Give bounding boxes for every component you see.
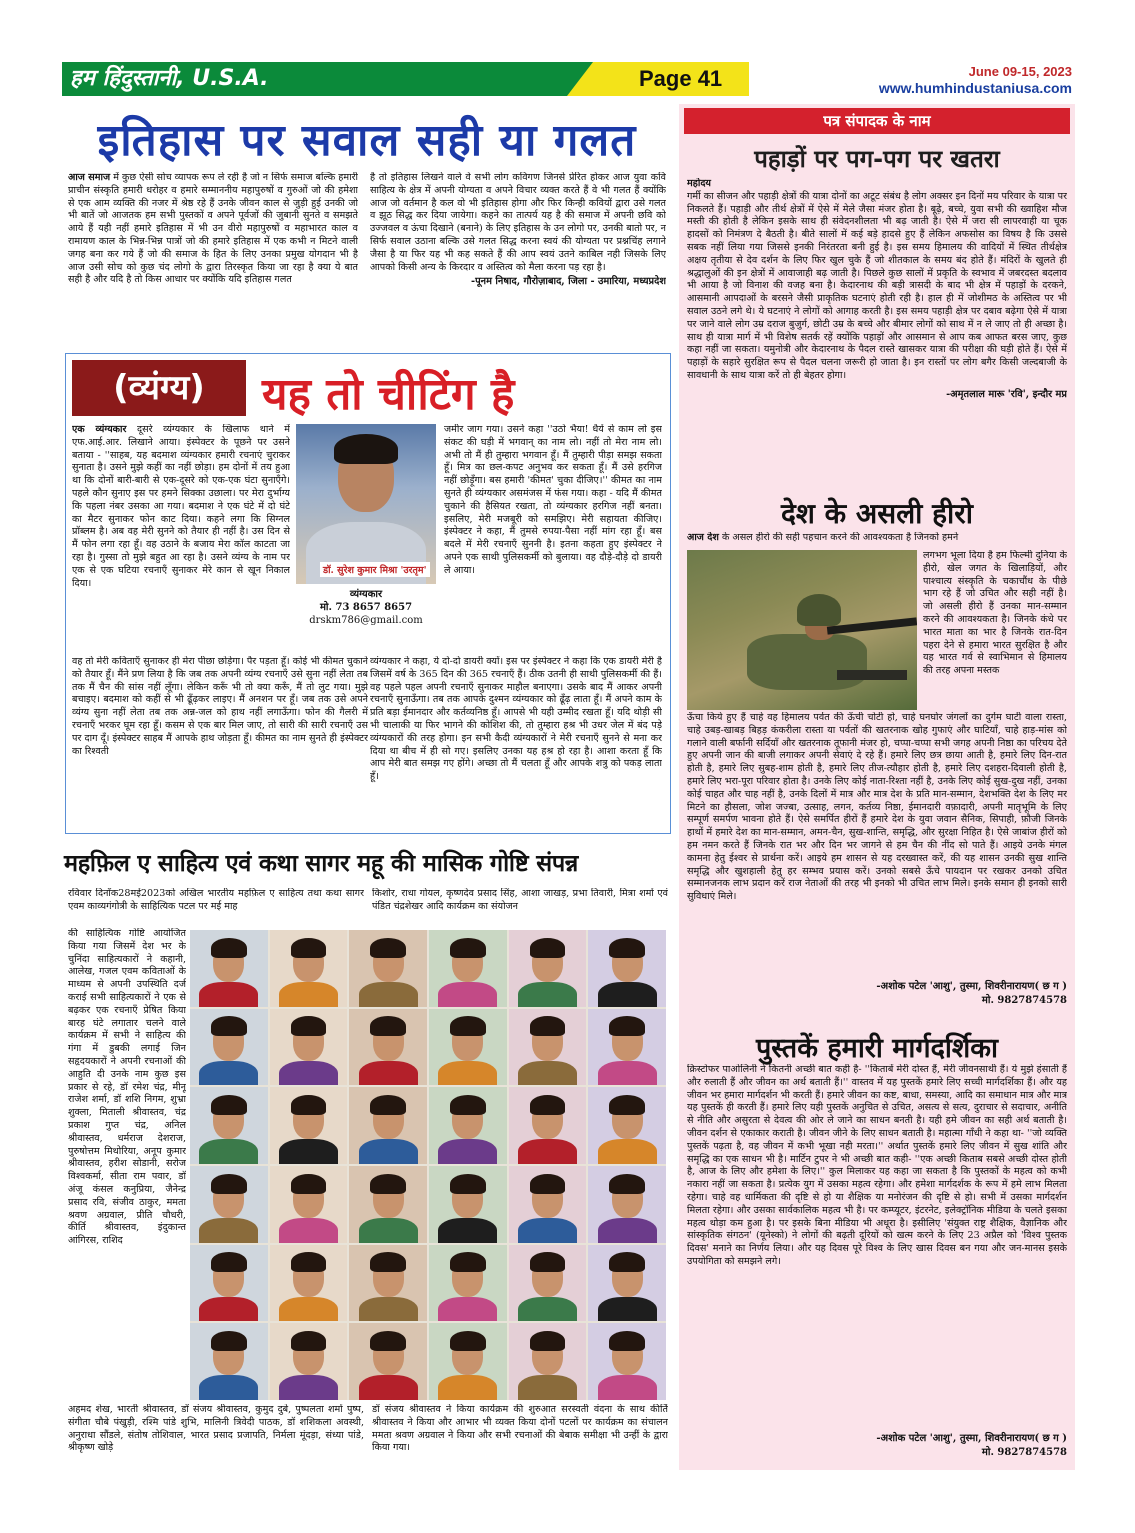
vyang-col1: [72, 424, 290, 654]
pustak-title: पुस्तकें हमारी मार्गदर्शिका: [755, 1033, 999, 1064]
participant-photo: [190, 930, 268, 1007]
author-email[interactable]: drskm786@gmail.com: [309, 615, 423, 626]
sahitya-title: महफ़िल ए साहित्य एवं कथा सागर महू की मासिक गोष्टि संपन्न: [64, 849, 578, 877]
author-phone: मो. 73 8657 8657: [319, 602, 413, 613]
vyang-title: यह तो चीटिंग है: [262, 369, 515, 420]
pahad-byline: -अमृतलाल मारू 'रवि', इन्दौर मप्र: [946, 388, 1067, 400]
article-itihas-title: इतिहास पर सवाल सही या गलत: [97, 115, 637, 166]
sahitya-top1: रविवार दिनाँक28मई2023को अखिल भारतीय महफ़िल ए साहित्य तथा कथा सागर एवम काव्यगंगोत्री के साहित्यिक पटल पर मई माह: [68, 888, 364, 912]
participant-photo: [349, 1166, 427, 1243]
participant-photo: [509, 1245, 587, 1322]
letters-band: पत्र संपादक के नाम: [684, 108, 1070, 134]
pustak-byline: -अशोक पटेल 'आशु', तुस्मा, शिवरीनारायण( छ ग ): [876, 1433, 1067, 1444]
participant-photo: [190, 1087, 268, 1164]
vyang-bottom-right: व्यंग्यकार ने कहा, ये दो-दो डायरी क्यों। इस पर इंस्पेक्टर ने कहा कि एक डायरी मेरी है जिसमें वर्ष के 365 दिन की 365 रचनाएँ हैं। ठीक उतनी ही साथी पुलिसकर्मी की हैं। वह पहले पहल अपनी रचनाएँ सुनाकर माहौल बनाएगा। उसके बाद मैं आकर अपनी रचनाएँ सुनाऊँगा। तब तक आपके दुश्मन व्यंग्यकार को ढूँढ़ लाता हूँ। मैं अपने काम के प्रति बड़ा ईमानदार और कर्तव्यनिष्ठ हूँ। आपसे भी यही उम्मीद रखता हूँ। यदि थोड़ी सी भी चालाकी या फिर भागने की कोशिश की, तो तुम्हारा हश्र भी उधर जेल में बंद पड़े व्यंग्यकारों की तरह होगा। इन सभी कैदी व्यंग्यकारों ने मेरी रचनाएँ सुनने से मना कर दिया था बीच में ही सो गए। इसलिए उनका यह हश्र हो रहा है। आशा करता हूँ कि आप मेरी बात समझ गए होंगे। अच्छा तो मैं चलता हूँ और आपके शत्रु को पकड़ लाता हूँ।: [370, 656, 662, 783]
pahad-text: गर्मी का सीजन और पहाड़ी क्षेत्रों की यात्रा दोनों का अटूट संबंध है लोग अक्सर इन दिनों मय परिवार के यात्रा पर निकलते हैं। पहाड़ी और तीर्थ क्षेत्रों में ऐसे में मेले जैसा मंजर होता है। बूढ़े, बच्चे, युवा सभी की ख्वाहिश मौज मस्ती की होती है लेकिन इसके साथ ही संवेदनशीलता भी बढ़ जाती है। ऐसे में जरा सी लापरवाही या चूक हादसों को निमंत्रण दे बैठती है। बीते सालों में कई बड़े हादसे हुए हैं लेकिन अफसोस का विषय है कि उससे सबक नहीं लिया गया जिससे इनकी निरंतरता बनी हुई है। इस समय हिमालय की वादियों में स्थित तीर्थक्षेत्र अक्षय तृतीया से देव दर्शन के लिए फिर खुल चुके हैं जो शीतकाल के समय बंद होते हैं। मंदिरों के खुलते ही श्रद्धालुओं की इन क्षेत्रों में आवाजाही बढ़ जाती है। पिछले कुछ सालों में प्रकृति के स्वभाव में जबरदस्त बदलाव भी आया है जो विनाश की वजह बना है। केदारनाथ की बड़ी त्रासदी के बाद भी क्षेत्र में पहाड़ों के दरकने, आसमानी आपदाओं के बरसने जैसी प्राकृतिक घटनाएं होती रही है। हाल ही में जोशीमठ के अस्तित्व पर भी सवाल उठने लगे थे। ये घटनाएं ने लोगों को आगाह करती है। इस समय पहाड़ी क्षेत्र पर दबाव बढ़ेगा ऐसे में यात्रा पर जाने वाले लोग उम्र दराज बुजुर्ग, छोटी उम्र के बच्चे और बीमार लोगों को साथ में न ले जाए तो ही अच्छा है। साथ ही यात्रा मार्ग में भी विशेष सतर्क रहें क्योंकि पहाड़ों और आसमान से आप कब आफत बरस जाए, कुछ कहा नहीं जा सकता। यमुनोत्री और केदारनाथ के पैदल रास्ते खासकर यात्रा की परीक्षा की घड़ी होते हैं। ऐसे में पहाड़ों के सहारे सुरक्षित रूप से पैदल चलना जरूरी हो जाता है। इन रास्तों पर लोग बगैर किसी जल्दबाजी के सावधानी के साथ यात्रा करें तो ही बेहतर होगा।: [687, 190, 1067, 381]
paper-name: हम हिंदुस्तानी, U.S.A.: [62, 62, 567, 96]
participant-photo: [509, 1087, 587, 1164]
desh-phone: मो. 9827874578: [981, 995, 1067, 1006]
participant-photo: [429, 930, 507, 1007]
sahitya-top2: किशोर, राधा गोयल, कृष्णदेव प्रसाद सिंह, आशा जाखड़, प्रभा तिवारी, मित्रा शर्मा एवं पंडित चंद्रशेखर आदि कार्यक्रम का संयोजन: [372, 888, 668, 912]
participant-photo: [509, 1009, 587, 1086]
participant-photo: [429, 1166, 507, 1243]
participant-photo: [270, 930, 348, 1007]
participant-photo: [190, 1245, 268, 1322]
issue-date: June 09-15, 2023: [968, 64, 1072, 79]
participant-photo: [509, 1323, 587, 1400]
desh-intro: [687, 532, 1067, 548]
participant-photo: [588, 1245, 666, 1322]
author-card: [296, 424, 436, 652]
participant-photo: [270, 1323, 348, 1400]
masthead: [62, 62, 1072, 98]
participants-photo-collage: [190, 930, 666, 1400]
participant-photo: [270, 1009, 348, 1086]
page-number: Page 41: [567, 62, 749, 96]
desh-side-text: लगभग भूला दिया है हम फिल्मी दुनिया के हीरो, खेल जगत के खिलाड़ियों, और पाश्चात्य संस्कृति के चकाचौंध के पीछे भाग रहे हैं जो उचित और सही नहीं है। जो असली हीरो हैं उनका मान-सम्मान करने की आवश्यकता है। जिनके कंधे पर भारत माता का भार है जिनके रात-दिन पहरा देने से हमारा भारत सुरक्षित है और यह भारत गर्व से स्वाभिमान से हिमालय की तरह अपना मस्तक: [923, 550, 1067, 677]
participant-photo: [588, 930, 666, 1007]
participant-photo: [588, 1323, 666, 1400]
participant-photo: [190, 1166, 268, 1243]
participant-photo: [349, 1245, 427, 1322]
pahad-title: पहाड़ों पर पग-पग पर खतरा: [754, 145, 1000, 173]
participant-photo: [588, 1009, 666, 1086]
desh-title: देश के असली हीरो: [780, 497, 974, 530]
author-meta: [296, 588, 436, 627]
participant-photo: [349, 1009, 427, 1086]
participant-photo: [270, 1245, 348, 1322]
participant-photo: [588, 1087, 666, 1164]
vyang-lead: एक व्यंग्यकार: [72, 424, 127, 435]
article-itihas-lead: आज समाज: [68, 172, 111, 183]
vyang-article-box: [65, 353, 671, 834]
article-itihas-byline: -पूनम निषाद, गौरोज़ाबाद, जिला - उमारिया, मध्यप्रदेश: [471, 276, 666, 288]
article-itihas-col1: [68, 172, 358, 340]
participant-photo: [429, 1245, 507, 1322]
letters-panel: [679, 104, 1075, 1470]
sahitya-bottom1: अहमद शेख, भारती श्रीवास्तव, डॉ संजय श्रीवास्तव, कुमुद दुबे, पुष्पलता शर्मा पुष्प, संगीता चौबे पंखुड़ी, रश्मि पांडे शुभि, मालिनी त्रिवेदी पाठक, डॉ शशिकला अवस्थी, अनुराधा सौंडले, संतोष तोशिवाल, भारत प्रसाद प्रजापति, निर्मला मूंदड़ा, संध्या पांडे, श्रीकृष्ण खोड़े: [68, 1404, 364, 1454]
participant-photo: [509, 930, 587, 1007]
pustak-byline-block: [687, 1432, 1067, 1460]
pahad-salutation: महोदय: [687, 178, 711, 189]
vyang-bottom-left: वह तो मेरी कविताएँ सुनाकर ही मेरा पीछा छोड़ेगा। पैर पड़ता हूँ। कोई भी कीमत चुकाने को तैयार हूँ। मैंने प्रण लिया है कि जब तक अपनी व्यंग्य रचनाएँ उसे सुना नहीं लेता तब तक मैं चैन की सांस नहीं लूँगा। लेकिन करूँ भी तो क्या करूँ, मैं तो लुट गया। मुझे बचाइए। बदमाश को कहीं से भी ढूँढ़कर लाइए। मैं अनशन पर हूँ। जब तक उसे अपने व्यंग्य सुना नहीं लेता तब तक अन्न-जल को हाथ नहीं लगाऊँगा। फोन की गैलरी में रचनाएँ भरकर घूम रहा हूँ। कसम से एक बार मिल जाए, तो सारी की सारी रचनाएँ उस पर दाग दूँ। इंस्पेक्टर साहब मैं आपके हाथ जोड़ता हूँ। कीमत का नाम सुनते ही इंस्पेक्टर का रिश्वती: [72, 656, 368, 757]
author-photo: [296, 424, 436, 584]
pustak-phone: मो. 9827874578: [981, 1447, 1067, 1458]
article-itihas-col2: [370, 172, 666, 340]
pustak-text: क्रिस्टोफर पाओलिनी ने कितनी अच्छी बात कही है- ''किताबें मेरी दोस्त हैं, मेरी जीवनसाथी हैं। ये मुझे हंसाती हैं और रुलाती हैं और जीवन का अर्थ बताती हैं।'' वास्तव में यह पुस्तकें हमारे लिए सच्ची मार्गदर्शिका हैं। और यह जीवन भर हमारा मार्गदर्शन भी करती हैं। हमारे जीवन का कष्ट, बाधा, समस्या, आदि का समाधान मात्र और मात्र यह पुस्तकें ही करती हैं। हमारे लिए यही पुस्तकें अनुचित से उचित, असत्य से सत्य, दुराचार से सदाचार, अनीति से नीति और असुरता से देवत्व की ओर ले जाने का साधन बनती है। यही हमे जीवन का सही अर्थ बताती है। जीवन दर्शन से एकाकार कराती है। जीवन जीने के लिए साधन बताती है। महात्मा गाँधी ने कहा था- ''जो व्यक्ति पुस्तकें पढ़ता है, वह जीवन में कभी भूखा नही मरता।'' अर्थात पुस्तकें हमारे लिए जीवन में सुख शांति और समृद्धि का एक साधन भी है। मार्टिन टुपर ने भी अच्छी बात कही- ''एक अच्छी किताब सबसे अच्छी दोस्त होती है, आज के लिए और हमेशा के लिए।'' कुल मिलाकर यह कहा जा सकता है कि पुस्तकों के महत्व को कभी नकारा नहीं जा सकता है। प्रत्येक युग में उसका महत्व रहेगा। और हमेशा मार्गदर्शक के रूप में हमे लाभ मिलता रहेगा। चाहे वह धार्मिकता की दृष्टि से हो या शैक्षिक या मनोरंजन की दृष्टि से हो। सभी में उसका मार्गदर्शन मिलता रहेगा। और उसका सार्वकालिक महत्व भी है। पर कम्प्यूटर, इंटरनेट, इलेक्ट्रॉनिक मीडिया के चलते इसका महत्व थोड़ा कम हुआ है। पर इसके बिना मीडिया भी अधूरा है। इसीलिए 'संयुक्त राष्ट्र शैक्षिक, वैज्ञानिक और सांस्कृतिक संगठन' (यूनेस्को) ने लोगों की बढ़ती दूरियों को खत्म करने के लिए 23 अप्रैल को 'विश्व पुस्तक दिवस' मनाने का निर्णय लिया। और यह दिवस पूरे विश्व के लिए खास दिवस बन गया और जन-मानस इसके उपयोगिता को समझने लगे।: [687, 1064, 1067, 1267]
participant-photo: [349, 1087, 427, 1164]
participant-photo: [429, 1009, 507, 1086]
participant-photo: [588, 1166, 666, 1243]
author-role: व्यंग्यकार: [349, 589, 383, 600]
soldier-photo: [687, 550, 917, 710]
vyang-col1-text: दूसरे व्यंग्यकार के खिलाफ थाने में एफ.आई.आर. लिखाने आया। इंस्पेक्टर के पूछने पर उसने बताया - ''साहब, यह बदमाश व्यंग्यकार हमारी रचनाएं चुराकर सुनाता है। उसने मुझे कहीं का नहीं छोड़ा। हम दोनों में तय हुआ था कि दोनों बारी-बारी से एक-दूसरे को एक-एक घंटा सुनाएँगे। पहले कौन सुनाए इस पर हमने सिक्का उछाला। पर मेरा दुर्भाग्य कि पहला नंबर उसका आ गया। बदमाश ने एक घंटे में दो घंटे का मैटर सुनाकर फोन काट दिया। कहने लगा कि सिग्नल प्रॉब्लम है। अब वह मेरी सुनने को तैयार ही नहीं है। उस दिन से मैं फोन लगा रहा हूँ। वह उठाने के बजाय मेरा कॉल काटता जा रहा है। गुस्सा तो मुझे बहुत आ रहा है। उसने व्यंग्य के नाम पर एक से एक घटिया रचनाएँ सुनाकर मेरे कान से खून निकाल दिया।: [72, 424, 290, 589]
participant-photo: [509, 1166, 587, 1243]
author-name: डॉ. सुरेश कुमार मिश्रा 'उरतृम': [320, 562, 430, 577]
participant-photo: [429, 1323, 507, 1400]
article-itihas-col1-text: में कुछ ऐसी सोच व्यापक रूप ले रही है जो न सिर्फ समाज बल्कि हमारी प्राचीन संस्कृति हमारी धरोहर व हमारे सम्माननीय महापुरुषों व गुरुओं जो की हमेशा से एक आम व्यक्ति की नजर में श्रेष्ठ रहे हैं उनके जीवन काल से जुड़ी हुई उनकी जो भी बातें जो आजतक हम सभी पुस्तकों व अपने पूर्वजों की जुबानी सुनते व समझते आये हैं यही नहीं हमारे इतिहास में भी उन वीरो महापुरुषों व महाभारत काल व रामायण काल के भिन्न-भिन्न पात्रों जो की हमारे इतिहास में एक कभी न मिटने वाली जगह बना कर गये हैं जो की समाज के हित के लिए उनका प्रमुख योगदान भी है आज उसी सोच को कुछ चंद लोगो के द्वारा तिरस्कृत किया जा रहा है क्या ये बात सही है और यदि है तो किस आधार पर क्योंकि यदि इतिहास गलत: [68, 172, 358, 286]
vyang-tag: (व्यंग्य): [72, 360, 246, 416]
participant-photo: [349, 1323, 427, 1400]
participant-photo: [429, 1087, 507, 1164]
desh-text: ऊँचा किये हुए हैं चाहे वह हिमालय पर्वत की ऊँची चोटी हो, चाहे घनघोर जंगलों का दुर्गम घाटी वाला रास्ता, चाहे उबड़-खाबड़ बिहड़ कंकरीला रास्ता या पर्वतों की खतरनाक खोह गुफाएं और घाटियाँ, चाहे हाड़-मांस को गलाने वाली बर्फानी सर्दियाँ और खतरनाक तूफानी मंजर हो, चप्पा-चप्पा सभी जगह अपनी निष्ठा का परिचय देते हुए अपनी जान की बाजी लगाकर अपनी सेवाएं दे रहे हैं। हमारे लिए छत्र छाया आती है, हमारे लिए दिन-रात होती है, हमारे लिए सुबह-शाम होती है, हमारे लिए तीज-त्यौहार होती है, हमारे लिए दशहरा-दिवाली होती है, हमारे लिए भरा-पूरा परिवार होता है। उनके लिए कोई नाता-रिश्ता नहीं है, उनके लिए कोई सुख-दुख नहीं, उनका कोई चाहत और चाह नहीं है, उनके दिलों में मात्र और मात्र देश के प्रति मान-सम्मान, देशभक्ति देश के लिए मर मिटने का हौसला, जोश जज्बा, उत्साह, लगन, कर्तव्य निष्ठा, ईमानदारी वफ़ादारी, अपनी मातृभूमि के लिए सम्पूर्ण समर्पण भावना होते हैं। ऐसे समर्पित हीरों हैं हमारे देश के युवा जवान सैनिक, सिपाही, फ़ौजी जिनके हाथों में हमारे देश का मान-सम्मान, अमन-चैन, सुख-शान्ति, समृद्धि, और सुरक्षा निहित है। ऐसे जाबांज हीरों को हम नमन करते हैं जिनके रात भर और दिन भर जागने से हम चैन की नींद सो पाते हैं। आइये उनके मंगल कामना हेतु ईश्वर से प्रार्थना करें। आइये हम शासन से यह दरख्वास्त करें, की यह शासन उनकी सुख शान्ति समृद्धि और खुशहाली हेतु हर सम्भव प्रयास करें। उनको सबसे ऊँचे पायदान पर रखकर उनको उचित सम्मानजनक लाभ प्रदान करें राज नेताओं की तरह भी इनको भी उचित लाभ मिले। इनके समान ही इनको सारी सुविधाएं मिले।: [687, 712, 1067, 903]
vyang-col2: जमीर जाग गया। उसने कहा ''उठो भैया! धैर्य से काम लो इस संकट की घड़ी में भगवान् का नाम लो। नहीं तो मेरा नाम लो। अभी तो मैं ही तुम्हारा भगवान हूँ। मैं तुम्हारी पीड़ा समझ सकता हूँ। मित्र का छल-कपट अनुभव कर सकता हूँ। मैं उसे हरगिज नहीं छोड़ूँगा। बस हमारी 'कीमत' चुका दीजिए।'' कीमत का नाम सुनते ही व्यंग्यकार असमंजस में फंस गया। कहा - यदि मैं कीमत चुकाने की हैसियत रखता, तो व्यंग्यकार हरगिज नहीं बनता। इसलिए, मेरी मजबूरी को समझिए। मेरी सहायता कीजिए। इंस्पेक्टर ने कहा, मैं तुमसे रुपया-पैसा नहीं मांग रहा हूँ। बस बदले में मेरी रचनाएँ सुननी है। इतना कहता हुए इंस्पेक्टर ने अपने एक साथी पुलिसकर्मी को बुलाया। वह दौड़े-दौड़े दो डायरी ले आया।: [444, 424, 662, 576]
desh-lead: आज देश: [687, 532, 719, 543]
participant-photo: [190, 1009, 268, 1086]
participant-photo: [270, 1087, 348, 1164]
sahitya-bottom2: डॉ संजय श्रीवास्तव ने किया कार्यक्रम की शुरुआत सरस्वती वंदना के साथ कीर्ति श्रीवास्तव ने किया और आभार भी व्यक्त किया दोनों पटलों पर कार्यक्रम का संचालन ममता श्रवण अग्रवाल ने किया और सभी रचनाओं की बेबाक समीक्षा भी उन्हीं के द्वारा किया गया।: [372, 1404, 668, 1454]
participant-photo: [349, 930, 427, 1007]
desh-intro-text: के असल हीरो की सही पहचान करने की आवश्यकता है जिनको हमने: [721, 532, 959, 543]
desh-byline: -अशोक पटेल 'आशु', तुस्मा, शिवरीनारायण( छ ग ): [876, 981, 1067, 992]
sahitya-left: की साहित्यिक गोष्टि आयोजित किया गया जिसमें देश भर के चुनिंदा साहित्यकारों ने कहानी, आलेख, गजल एवम कविताओं के माध्यम से अपनी उपस्थिति दर्ज कराई सभी साहित्यकारों ने एक से बढ़कर एक रचनाएँ प्रेषित किया बारह घंटे लगातार चलने वाले कार्यक्रम में सभी ने साहित्य की गंगा में डुबकी लगाई जिन सहृदयकारों ने अपनी रचनाओं की आहुति दी उनके नाम कुछ इस प्रकार से रहे, डॉ रमेश चंद्र, मीनू राजेश शर्मा, डॉ शशि निगम, शुभ्रा शुक्ला, मिताली श्रीवास्तव, चंद्र प्रकाश गुप्त चंद्र, अनिल श्रीवास्तव, धर्मराज देशराज, पुरुषोत्तम मिथोरिया, अनूप कुमार श्रीवास्तव, हरीश सोडानी, सरोज विश्वकर्मा, सीता राम पवार, डॉ अंजू कंसल कनुप्रिया, जैनेन्द्र प्रसाद रवि, संजीव ठाकुर, ममता श्रवण अग्रवाल, प्रीति चौधरी, कीर्ति श्रीवास्तव, इंदुकान्त आंगिरस, राशिद: [68, 928, 186, 1247]
participant-photo: [190, 1323, 268, 1400]
website-url[interactable]: www.humhindustaniusa.com: [878, 80, 1072, 96]
desh-byline-block: [687, 980, 1067, 1008]
article-itihas-col2-text: है तो इतिहास लिखने वाले वे सभी लोग कविगण जिनसे प्रेरित होकर आज युवा कवि साहित्य के क्षेत्र में अपनी योग्यता व अपने विचार व्यक्त करते हैं वे भी गलत हैं क्योंकि आज जो वर्तमान है कल वो भी इतिहास होगा और फिर किन्ही कवियों द्वारा उसे गलत व झूठ सिद्ध कर दिया जायेगा। कहने का तात्पर्य यह है की समाज में अपनी छवि को उज्जवल व ऊंचा दिखाने (बनाने) के लिए इतिहास के उन लोगो पर, उनकी बातो पर, न सिर्फ सवाल उठाना बल्कि उसे गलत सिद्ध करना स्वयं की योग्यता पर प्रश्नचिंह लगाने जैसा है या फिर यह भी कह सकते हैं की आप स्वयं उतने काबिल नही जिसके लिए आपको किसी अन्य के किरदार व अस्तित्व को मैला करना पड़ रहा है।: [370, 172, 666, 273]
participant-photo: [270, 1166, 348, 1243]
